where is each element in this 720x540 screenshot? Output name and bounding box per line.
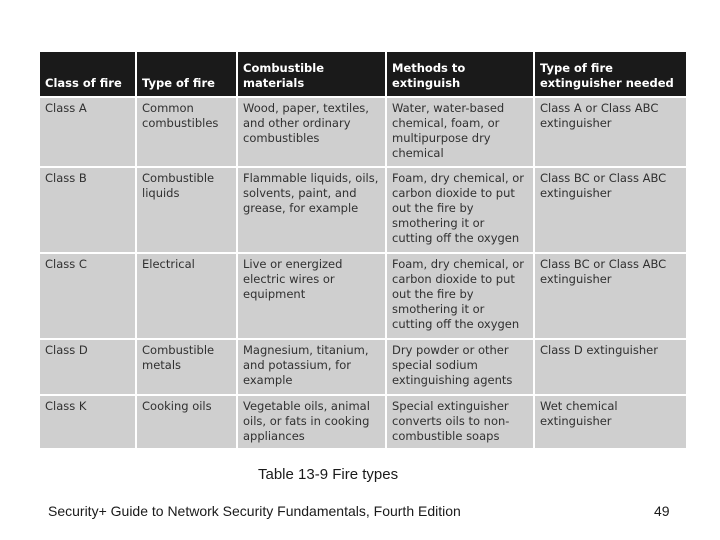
cell-extinguisher: Class BC or Class ABC extinguisher xyxy=(534,253,687,339)
cell-type: Electrical xyxy=(136,253,237,339)
cell-extinguisher: Class D extinguisher xyxy=(534,339,687,395)
cell-methods: Dry powder or other special sodium extinguishing agents xyxy=(386,339,534,395)
cell-extinguisher: Wet chemical extinguisher xyxy=(534,395,687,449)
cell-class: Class A xyxy=(39,97,136,167)
table-row xyxy=(39,167,687,253)
header-class-of-fire: Class of fire xyxy=(39,51,136,97)
cell-materials: Magnesium, titanium, and potassium, for example xyxy=(237,339,386,395)
cell-type: Cooking oils xyxy=(136,395,237,449)
cell-class: Class B xyxy=(39,167,136,253)
header-methods-to-extinguish: Methods to extinguish xyxy=(386,51,534,97)
table-caption: Table 13-9 Fire types xyxy=(258,466,399,483)
cell-materials: Vegetable oils, animal oils, or fats in cooking appliances xyxy=(237,395,386,449)
cell-materials: Live or energized electric wires or equipment xyxy=(237,253,386,339)
cell-extinguisher: Class A or Class ABC extinguisher xyxy=(534,97,687,167)
fire-types-table xyxy=(38,50,688,450)
table-row xyxy=(39,253,687,339)
cell-methods: Special extinguisher converts oils to non-combustible soaps xyxy=(386,395,534,449)
table-row xyxy=(39,395,687,449)
page-number: 49 xyxy=(654,503,670,519)
cell-methods: Foam, dry chemical, or carbon dioxide to put out the fire by smothering it or cutting off the oxygen xyxy=(386,253,534,339)
footer-book-title: Security+ Guide to Network Security Fundamentals, Fourth Edition xyxy=(48,503,461,519)
fire-types-table-container xyxy=(38,50,686,448)
cell-materials: Wood, paper, textiles, and other ordinary combustibles xyxy=(237,97,386,167)
cell-type: Combustible liquids xyxy=(136,167,237,253)
cell-type: Common combustibles xyxy=(136,97,237,167)
header-combustible-materials: Combustible materials xyxy=(237,51,386,97)
cell-type: Combustible metals xyxy=(136,339,237,395)
header-type-of-fire: Type of fire xyxy=(136,51,237,97)
header-extinguisher-needed: Type of fire extinguisher needed xyxy=(534,51,687,97)
cell-methods: Water, water-based chemical, foam, or multipurpose dry chemical xyxy=(386,97,534,167)
cell-class: Class D xyxy=(39,339,136,395)
table-row xyxy=(39,97,687,167)
cell-extinguisher: Class BC or Class ABC extinguisher xyxy=(534,167,687,253)
cell-methods: Foam, dry chemical, or carbon dioxide to put out the fire by smothering it or cutting off the oxygen xyxy=(386,167,534,253)
cell-materials: Flammable liquids, oils, solvents, paint, and grease, for example xyxy=(237,167,386,253)
table-header-row xyxy=(39,51,687,97)
cell-class: Class C xyxy=(39,253,136,339)
cell-class: Class K xyxy=(39,395,136,449)
table-row xyxy=(39,339,687,395)
